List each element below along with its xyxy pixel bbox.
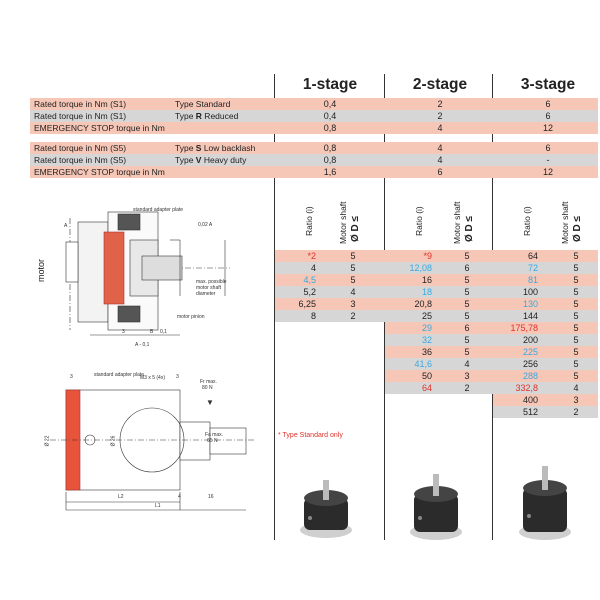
stage-3-header: 3-stage — [520, 76, 576, 93]
fr-value: 80 N — [202, 385, 213, 391]
motor-shaft-value: 5 — [350, 275, 356, 285]
ratio-value: 64 — [527, 251, 538, 261]
side-view-drawing — [30, 370, 270, 515]
ratio-value: 25 — [421, 311, 432, 321]
motor-shaft-value: 5 — [573, 335, 579, 345]
dim-l2: L2 — [118, 494, 124, 500]
ratio-value: 20,8 — [414, 299, 432, 309]
ratio-header: Ratio (i) — [304, 206, 314, 236]
motor-shaft-value: 3 — [350, 299, 356, 309]
fr-label: Fr max. — [200, 379, 217, 385]
motor-shaft-value: 5 — [464, 347, 470, 357]
spec-value: 4 — [437, 123, 443, 133]
ratio-value: 6,25 — [298, 299, 316, 309]
motor-shaft-value: 2 — [350, 311, 356, 321]
dim-a: A — [64, 223, 68, 229]
spec-value: 6 — [545, 99, 551, 109]
motor-shaft-symbol: Ø D ≤ — [464, 215, 475, 242]
spec-type: Type S Low backlash — [175, 143, 256, 153]
motor-shaft-value: 4 — [350, 287, 356, 297]
motor-shaft-header: Motor shaft — [338, 201, 348, 244]
ratio-value: 29 — [421, 323, 432, 333]
motor-shaft-symbol: Ø D ≤ — [572, 215, 583, 242]
dim-01: 0,1 — [160, 329, 167, 335]
ratio-value: 332,8 — [515, 383, 538, 393]
dim-3: 3 — [122, 329, 125, 335]
stage-2-header: 2-stage — [412, 76, 468, 93]
spec-value: 0,8 — [323, 143, 337, 153]
motor-shaft-value: 5 — [464, 311, 470, 321]
footnote: * Type Standard only — [278, 432, 343, 439]
ratio-value: 16 — [421, 275, 432, 285]
ratio-value: 175,78 — [510, 323, 538, 333]
motor-shaft-value: 5 — [573, 371, 579, 381]
spec-label: Rated torque in Nm (S1) — [34, 99, 127, 109]
ratio-header: Ratio (i) — [522, 206, 532, 236]
ratio-value: 144 — [522, 311, 538, 321]
motor-label: motor — [36, 258, 46, 282]
spec-type: Type V Heavy duty — [175, 155, 247, 165]
ratio-value: 256 — [522, 359, 538, 369]
motor-shaft-value: 5 — [350, 263, 356, 273]
spec-label: Rated torque in Nm (S5) — [34, 155, 127, 165]
ratio-value: 12,08 — [409, 263, 432, 273]
ratio-value: 130 — [522, 299, 538, 309]
motor-shaft-value: 5 — [464, 275, 470, 285]
motor-shaft-value: 6 — [464, 263, 470, 273]
spec-value: 0,8 — [323, 123, 337, 133]
spec-value: 4 — [437, 155, 443, 165]
dim-b: B — [150, 329, 154, 335]
motor-shaft-header: Motor shaft — [452, 201, 462, 244]
spec-value: 6 — [545, 143, 551, 153]
motor-shaft-value: 5 — [464, 335, 470, 345]
spec-value: 12 — [542, 123, 553, 133]
dim-l1: L1 — [155, 503, 161, 509]
max-shaft-label: max. possible motor shaft diameter — [196, 279, 227, 297]
motor-shaft-value: 3 — [573, 395, 579, 405]
ratio-value: 72 — [527, 263, 538, 273]
spec-value: 6 — [437, 167, 443, 177]
dim-d26: Ø 26 — [110, 435, 117, 447]
motor-shaft-value: 5 — [464, 251, 470, 261]
ratio-value: 288 — [522, 371, 538, 381]
gearbox-2-stage-image — [406, 468, 466, 542]
motor-shaft-value: 5 — [573, 311, 579, 321]
motor-shaft-value: 5 — [350, 251, 356, 261]
gearbox-3-stage-image — [515, 460, 575, 542]
spec-value: 2 — [437, 111, 443, 121]
spec-value: - — [546, 155, 550, 165]
ratio-value: 4 — [310, 263, 316, 273]
ratio-value: *9 — [423, 251, 432, 261]
spec-value: 0,4 — [323, 99, 337, 109]
ratio-value: 512 — [522, 407, 538, 417]
spec-label: Rated torque in Nm (S5) — [34, 143, 127, 153]
motor-shaft-value: 5 — [573, 287, 579, 297]
spec-label: EMERGENCY STOP torque in Nm — [34, 123, 165, 133]
motor-shaft-symbol: Ø D ≤ — [350, 215, 361, 242]
spec-label: EMERGENCY STOP torque in Nm — [34, 167, 165, 177]
ratio-value: 100 — [522, 287, 538, 297]
motor-shaft-value: 3 — [464, 371, 470, 381]
ratio-value: 50 — [421, 371, 432, 381]
motor-shaft-value: 4 — [573, 383, 579, 393]
motor-shaft-value: 6 — [464, 323, 470, 333]
spec-value: 4 — [437, 143, 443, 153]
spec-value: 1,6 — [323, 167, 337, 177]
dim-d22: Ø 22 — [44, 435, 51, 447]
motor-shaft-value: 5 — [464, 299, 470, 309]
spec-value: 0,8 — [323, 155, 337, 165]
ratio-header: Ratio (i) — [414, 206, 424, 236]
dim-16: 16 — [208, 494, 214, 500]
motor-shaft-header: Motor shaft — [560, 201, 570, 244]
ratio-value: 5,2 — [303, 287, 316, 297]
fa-label: Fa max. — [205, 432, 224, 438]
ratio-value: 18 — [421, 287, 432, 297]
ratio-value: 36 — [421, 347, 432, 357]
motor-shaft-value: 5 — [573, 347, 579, 357]
spec-value: 12 — [542, 167, 553, 177]
motor-shaft-value: 5 — [573, 263, 579, 273]
dim-4: 4 — [178, 494, 181, 500]
thread-label: M3 x 5 (4x) — [140, 375, 166, 381]
fa-value: 65 N — [207, 438, 218, 444]
ratio-value: 4,5 — [303, 275, 316, 285]
spec-type: Type Standard — [175, 99, 231, 109]
motor-shaft-value: 5 — [573, 359, 579, 369]
stage-1-header: 1-stage — [302, 76, 358, 93]
motor-shaft-value: 2 — [573, 407, 579, 417]
ratio-value: 8 — [310, 311, 316, 321]
adapter-plate-label-2: standard adapter plate — [94, 372, 145, 378]
dim-3b: 3 — [176, 374, 179, 380]
ratio-value: *2 — [307, 251, 316, 261]
spec-type: Type R Reduced — [175, 111, 239, 121]
ratio-value: 400 — [522, 395, 538, 405]
motor-shaft-value: 5 — [573, 251, 579, 261]
dim-3a: 3 — [70, 374, 73, 380]
motor-shaft-value: 5 — [573, 299, 579, 309]
adapter-plate-label: standard adapter plate — [133, 207, 184, 213]
ratio-value: 200 — [522, 335, 538, 345]
spec-value: 6 — [545, 111, 551, 121]
spec-value: 2 — [437, 99, 443, 109]
tolerance-label: 0,02 A — [198, 222, 213, 228]
motor-shaft-value: 4 — [464, 359, 470, 369]
dim-a-01: A - 0,1 — [135, 342, 150, 348]
ratio-value: 32 — [421, 335, 432, 345]
spec-label: Rated torque in Nm (S1) — [34, 111, 127, 121]
gearbox-1-stage-image — [296, 470, 356, 540]
motor-shaft-value: 5 — [573, 323, 579, 333]
spec-value: 0,4 — [323, 111, 337, 121]
motor-shaft-value: 5 — [464, 287, 470, 297]
force-arrow-icon: ▼ — [206, 398, 214, 407]
pinion-label: motor pinion — [177, 314, 205, 320]
ratio-value: 64 — [421, 383, 432, 393]
ratio-value: 81 — [527, 275, 538, 285]
ratio-value: 225 — [522, 347, 538, 357]
motor-shaft-value: 2 — [464, 383, 470, 393]
motor-shaft-value: 5 — [573, 275, 579, 285]
ratio-value: 41,6 — [414, 359, 432, 369]
